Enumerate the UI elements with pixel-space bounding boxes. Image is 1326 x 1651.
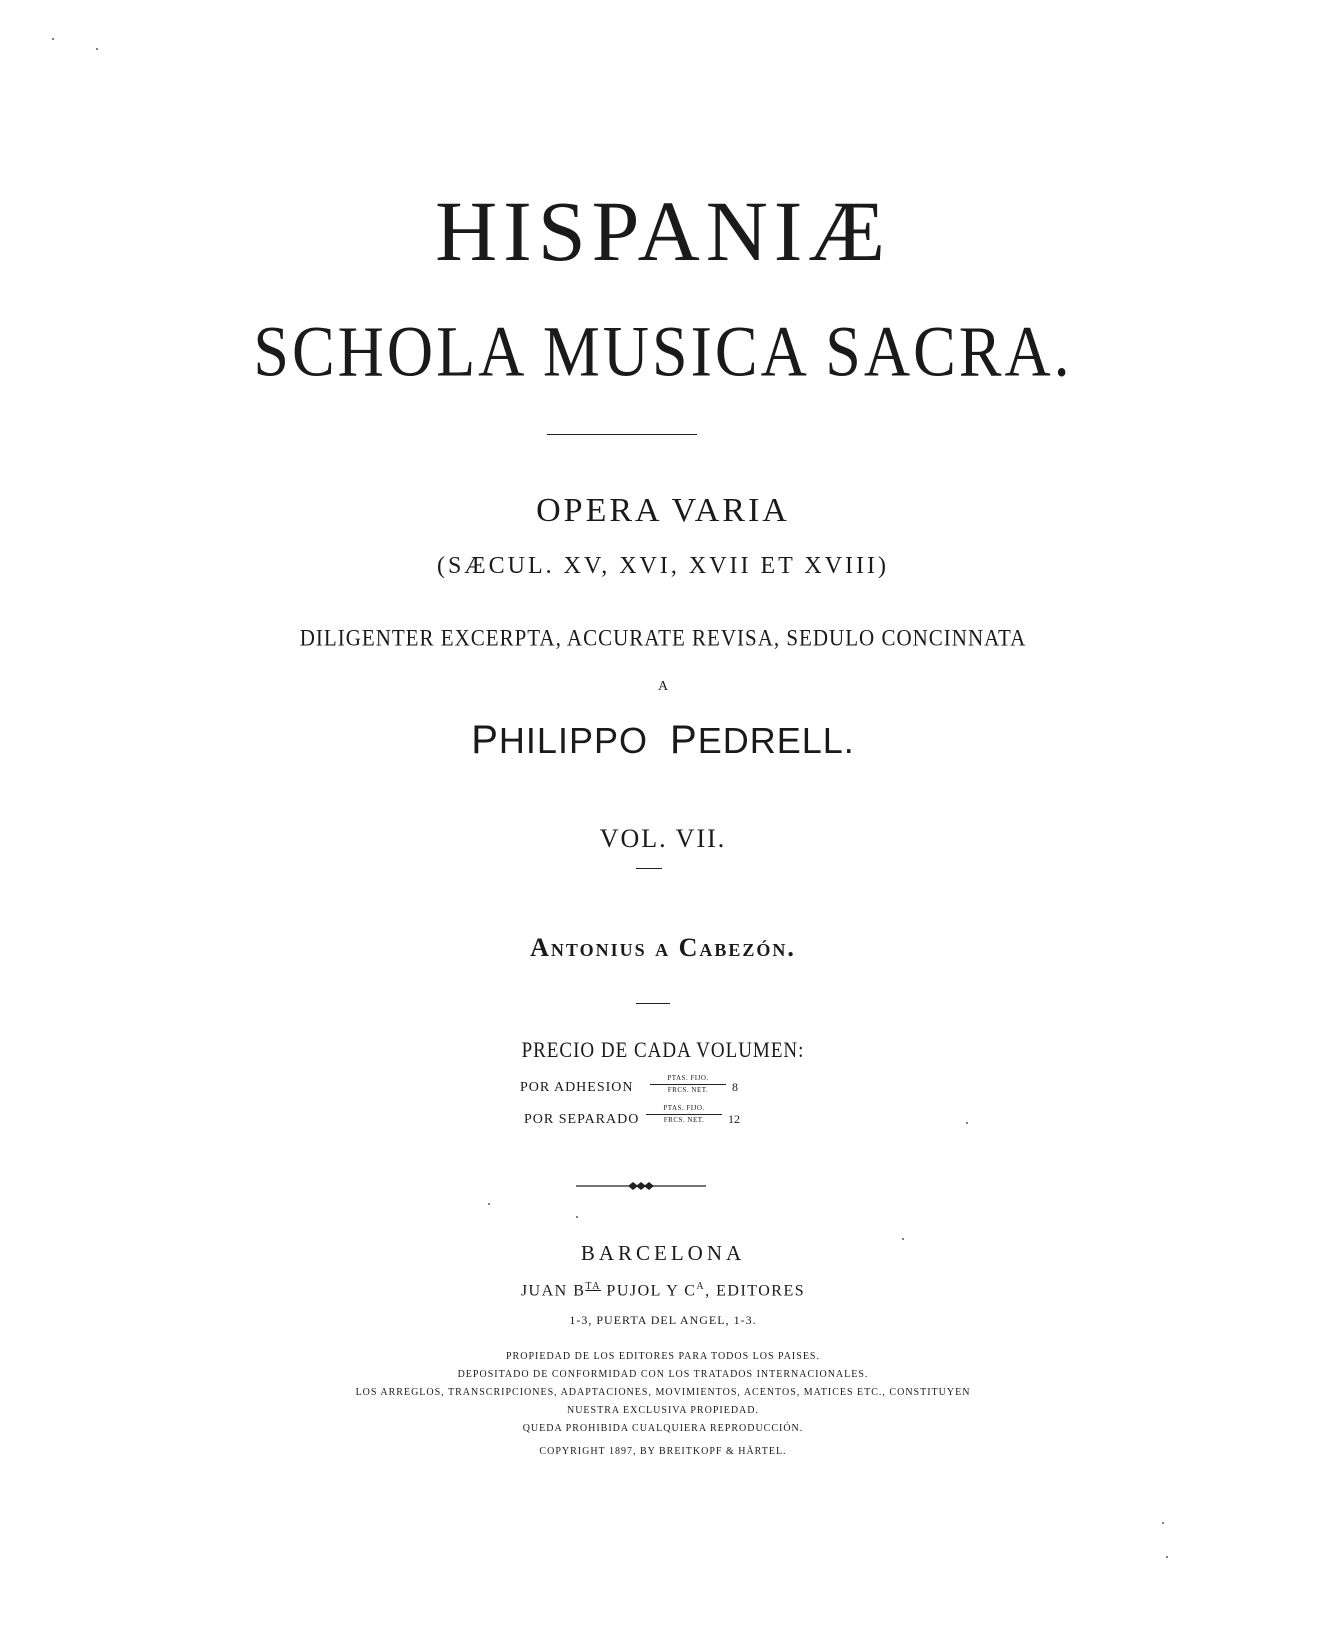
publisher-text: JUAN B <box>520 1282 586 1300</box>
series-title-line1: HISPANIÆ <box>435 183 891 279</box>
price-row-label: POR SEPARADO <box>524 1112 640 1127</box>
opera-varia-heading: OPERA VARIA <box>536 492 790 529</box>
composer-name: Antonius a Cabezón. <box>530 933 796 962</box>
fraction-numerator: PTAS. FIJO. <box>650 1074 726 1085</box>
imprint-address: 1-3, PUERTA DEL ANGEL, 1-3. <box>569 1313 757 1327</box>
fraction-denominator: FRCS. NET. <box>667 1086 709 1094</box>
ornament-divider <box>576 1180 706 1192</box>
publisher-superscript: TA <box>585 1281 601 1292</box>
scan-speck <box>966 1122 968 1124</box>
scan-speck <box>1162 1522 1164 1524</box>
scan-speck <box>52 38 54 40</box>
imprint-city: BARCELONA <box>580 1241 746 1265</box>
centuries-subtitle: (SÆCUL. XV, XVI, XVII ET XVIII) <box>436 553 890 579</box>
editor-last-rest: EDRELL. <box>697 720 855 761</box>
volume-number: VOL. VII. <box>599 824 727 853</box>
scan-speck <box>1166 1556 1168 1558</box>
short-rule <box>636 1003 670 1004</box>
editor-first-initial: P <box>471 718 499 762</box>
editorial-description: DILIGENTER EXCERPTA, ACCURATE REVISA, SEDULO CONCINNATA <box>299 624 1027 652</box>
scan-speck <box>96 48 98 50</box>
scan-speck <box>902 1238 904 1240</box>
publisher-text: , EDITORES <box>705 1282 806 1300</box>
legal-line: COPYRIGHT 1897, BY BREITKOPF & HÄRTEL. <box>539 1446 787 1457</box>
preposition-a: A <box>657 679 669 694</box>
editor-name <box>0 720 1326 760</box>
scan-speck <box>576 1216 578 1218</box>
currency-fraction <box>646 1104 722 1125</box>
divider-rule <box>547 434 697 435</box>
imprint-publisher <box>0 1282 1326 1299</box>
legal-line: NUESTRA EXCLUSIVA PROPIEDAD. <box>566 1405 759 1416</box>
legal-line: PROPIEDAD DE LOS EDITORES PARA TODOS LOS PAISES. <box>506 1351 820 1362</box>
editor-first-rest: HILIPPO <box>498 720 648 761</box>
fraction-denominator: FRCS. NET. <box>663 1116 705 1124</box>
scan-speck <box>488 1203 490 1205</box>
price-row <box>0 1074 1326 1104</box>
editor-last-initial: P <box>670 718 698 762</box>
legal-line: QUEDA PROHIBIDA CUALQUIERA REPRODUCCIÓN. <box>522 1423 804 1434</box>
price-row-label: POR ADHESION <box>520 1080 634 1095</box>
short-rule <box>636 868 662 869</box>
publisher-text: PUJOL Y C <box>600 1282 697 1300</box>
publisher-superscript: A <box>696 1281 706 1292</box>
price-value: 12 <box>728 1112 740 1126</box>
legal-line: DEPOSITADO DE CONFORMIDAD CON LOS TRATADOS INTERNACIONALES. <box>457 1369 869 1380</box>
price-row <box>0 1104 1326 1134</box>
price-value: 8 <box>732 1080 738 1094</box>
fraction-numerator: PTAS. FIJO. <box>646 1104 722 1115</box>
series-title-line2: SCHOLA MUSICA SACRA. <box>253 311 1073 392</box>
currency-fraction <box>650 1074 726 1095</box>
legal-line: LOS ARREGLOS, TRANSCRIPCIONES, ADAPTACIONES, MOVIMIENTOS, ACENTOS, MATICES ETC., CONSTITUYEN <box>355 1387 971 1398</box>
price-heading: PRECIO DE CADA VOLUMEN: <box>521 1038 805 1063</box>
